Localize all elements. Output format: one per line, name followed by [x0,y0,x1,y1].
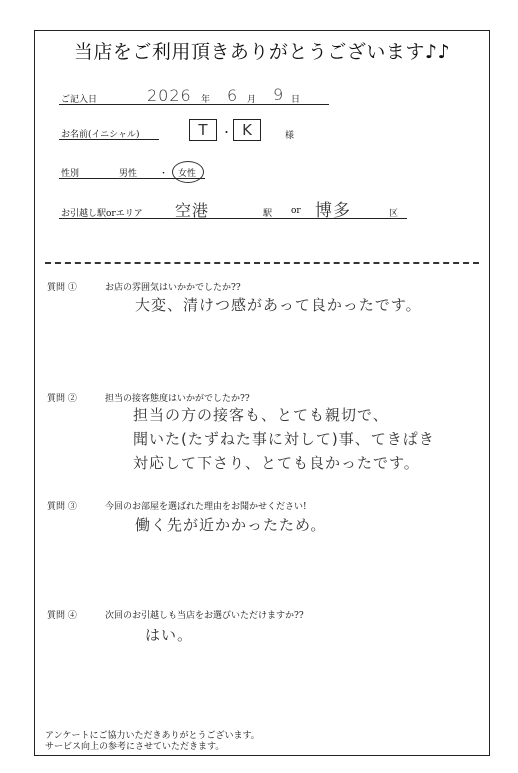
entry-date-underline [59,104,329,105]
form-title: 当店をご利用頂きありがとうございます♪♪ [73,41,451,63]
or-text: or [291,206,301,216]
gender-female-option[interactable]: 女性 [178,169,197,179]
gender-underline [59,178,205,179]
station-unit: 駅 [263,209,273,219]
entry-date-day-unit: 日 [291,95,301,105]
question-4-answer[interactable]: はい。 [145,626,194,644]
name-label: お名前(イニシャル) [61,130,140,140]
question-2-answer[interactable]: 担当の方の接客も、とても親切で、 聞いた(たずねた事に対して)事、てきぱき 対応して下さり、とても良かったです。 [133,406,435,472]
footer-note [45,731,260,753]
entry-date-year-unit: 年 [201,95,211,105]
entry-date-month[interactable]: 6 [227,86,239,105]
entry-date-month-unit: 月 [247,95,257,105]
question-2-label: 質問 ② [47,394,77,404]
survey-form [34,30,490,756]
name-separator: ・ [221,126,232,139]
question-3-answer[interactable]: 働く先が近かかったため。 [135,516,327,534]
initial-box-2[interactable]: K [233,119,261,141]
entry-date-year[interactable]: 2026 [147,86,192,105]
gender-male-option[interactable]: 男性 [119,169,138,179]
footer-line-2: サービス向上の参考にさせていただきます。 [45,742,225,752]
question-4-text: 次回のお引越しも当店をお選びいただけますか?? [105,611,304,621]
section-divider [45,262,479,264]
entry-date-label: ご記入日 [61,95,98,105]
question-3-text: 今回のお部屋を選ばれた理由をお聞かせください! [105,502,307,512]
entry-date-day[interactable]: 9 [273,85,285,104]
name-underline [59,139,159,140]
question-1-text: お店の雰囲気はいかかでしたか?? [105,283,241,293]
gender-selected-circle [172,161,204,183]
station-value[interactable]: 空港 [175,201,210,220]
question-3-label: 質問 ③ [47,502,77,512]
gender-separator: ・ [159,169,169,179]
gender-label: 性別 [61,169,80,179]
question-1-answer[interactable]: 大変、清けつ感があって良かったです。 [135,296,422,314]
ward-unit: 区 [389,209,399,219]
initial-box-1[interactable]: T [189,119,217,141]
ward-value[interactable]: 博多 [315,201,351,221]
name-honorific: 様 [285,131,295,141]
question-4-label: 質問 ④ [47,611,77,621]
question-2-text: 担当の接客態度はいかがでしたか?? [105,394,250,404]
footer-line-1: アンケートにご協力いただきありがとうございます。 [45,731,260,741]
question-1-label: 質問 ① [47,283,77,293]
move-label: お引越し駅orエリア [61,209,143,219]
move-underline [59,218,407,219]
